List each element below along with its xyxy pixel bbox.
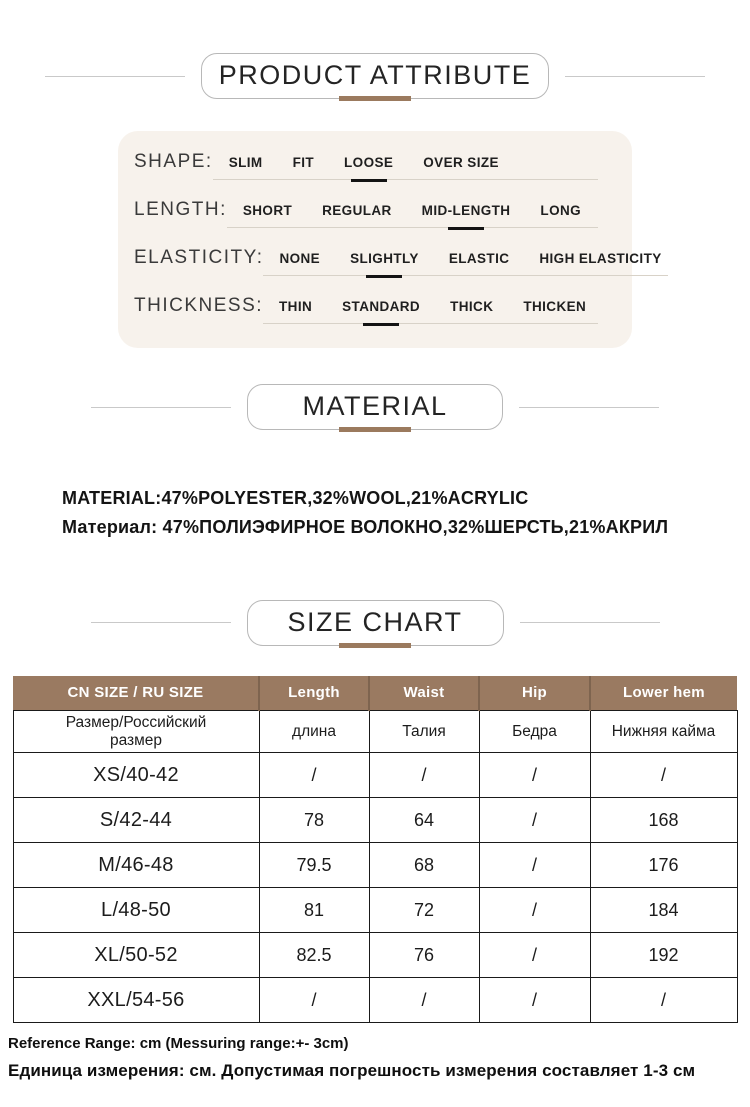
header-ru-cell-size xyxy=(13,711,259,753)
cell-hip: / xyxy=(479,753,590,798)
attribute-option: LOOSE xyxy=(344,155,394,170)
cell-hip: / xyxy=(479,933,590,978)
cell-waist: / xyxy=(369,753,479,798)
attribute-options xyxy=(263,248,667,276)
title-left-line xyxy=(45,76,185,77)
size-row-xxl xyxy=(13,978,737,1023)
attribute-row-elasticity xyxy=(134,247,662,276)
cell-lower-hem: 176 xyxy=(590,843,737,888)
attribute-panel xyxy=(118,131,662,348)
attribute-label: ELASTICITY: xyxy=(134,247,264,268)
cell-length: / xyxy=(259,753,369,798)
title-right-line xyxy=(519,407,659,408)
attribute-option: NONE xyxy=(279,251,321,266)
cell-waist: 64 xyxy=(369,798,479,843)
attribute-option: SLIM xyxy=(228,155,263,170)
title-accent-bar xyxy=(339,643,411,648)
product-detail-page xyxy=(0,53,750,1107)
attribute-option: FIT xyxy=(292,155,315,170)
cell-waist: / xyxy=(369,978,479,1023)
cell-length: 78 xyxy=(259,798,369,843)
size-table-header-row-ru xyxy=(13,711,737,753)
size-chart-section xyxy=(0,600,750,1082)
product-attribute-title: PRODUCT ATTRIBUTE xyxy=(218,60,532,90)
attribute-options xyxy=(213,152,598,180)
size-chart-title-box xyxy=(247,600,504,646)
product-attribute-title-row xyxy=(0,53,750,99)
title-accent-bar xyxy=(339,427,411,432)
cell-hip: / xyxy=(479,978,590,1023)
title-right-line xyxy=(520,622,660,623)
attribute-row-thickness xyxy=(134,295,616,324)
size-chart-table xyxy=(13,676,738,1024)
size-row-xs xyxy=(13,753,737,798)
attribute-option: REGULAR xyxy=(322,203,392,218)
attribute-option: THICK xyxy=(450,299,494,314)
title-left-line xyxy=(91,407,231,408)
cell-waist: 68 xyxy=(369,843,479,888)
cell-waist: 72 xyxy=(369,888,479,933)
size-table-header-row xyxy=(13,676,737,711)
attribute-row-length xyxy=(134,199,616,228)
cell-hip: / xyxy=(479,843,590,888)
attribute-option: THICKEN xyxy=(523,299,587,314)
cell-lower-hem: 184 xyxy=(590,888,737,933)
size-chart-title-row xyxy=(0,600,750,646)
material-composition xyxy=(62,484,730,542)
cell-length: / xyxy=(259,978,369,1023)
header-cell-lower-hem: Lower hem xyxy=(590,676,737,711)
header-cell-waist: Waist xyxy=(369,676,479,711)
attribute-options xyxy=(227,200,598,228)
attribute-option: ELASTIC xyxy=(448,251,510,266)
material-composition-ru: Материал: 47%ПОЛИЭФИРНОЕ ВОЛОКНО,32%ШЕРСТЬ,21%АКРИЛ xyxy=(62,516,669,537)
attribute-option: MID-LENGTH xyxy=(421,203,511,218)
attribute-option: LONG xyxy=(540,203,582,218)
size-row-s xyxy=(13,798,737,843)
attribute-option: SHORT xyxy=(242,203,293,218)
header-cell-length: Length xyxy=(259,676,369,711)
cell-lower-hem: 192 xyxy=(590,933,737,978)
cell-size: M/46-48 xyxy=(13,843,259,888)
cell-lower-hem: 168 xyxy=(590,798,737,843)
header-ru-size-label: Размер/Российский размер xyxy=(65,713,207,749)
material-composition-en: MATERIAL:47%POLYESTER,32%WOOL,21%ACRYLIC xyxy=(62,488,529,508)
attribute-option: HIGH ELASTICITY xyxy=(539,251,662,266)
note-reference-range-ru: Единица измерения: см. Допустимая погрешность измерения составляет 1-3 см xyxy=(8,1061,696,1081)
attribute-option: OVER SIZE xyxy=(423,155,499,170)
header-ru-cell-lower-hem: Нижняя кайма xyxy=(590,711,737,753)
measurement-notes xyxy=(8,1035,750,1081)
product-attribute-title-box xyxy=(201,53,549,99)
cell-waist: 76 xyxy=(369,933,479,978)
attribute-label: SHAPE: xyxy=(134,151,213,172)
size-row-l xyxy=(13,888,737,933)
attribute-label: LENGTH: xyxy=(134,199,227,220)
attribute-option: THIN xyxy=(279,299,313,314)
cell-length: 81 xyxy=(259,888,369,933)
cell-size: L/48-50 xyxy=(13,888,259,933)
header-ru-cell-waist: Талия xyxy=(369,711,479,753)
cell-hip: / xyxy=(479,888,590,933)
material-title-row xyxy=(0,384,750,430)
attribute-options xyxy=(263,296,598,324)
header-ru-cell-length: длина xyxy=(259,711,369,753)
cell-size: S/42-44 xyxy=(13,798,259,843)
product-attribute-section xyxy=(0,53,750,348)
attribute-row-shape xyxy=(134,151,616,180)
header-cell-hip: Hip xyxy=(479,676,590,711)
material-title: MATERIAL xyxy=(302,391,448,421)
cell-lower-hem: / xyxy=(590,753,737,798)
material-section xyxy=(0,384,750,542)
cell-length: 79.5 xyxy=(259,843,369,888)
cell-size: XL/50-52 xyxy=(13,933,259,978)
note-reference-range: Reference Range: cm (Messuring range:+- 3cm) xyxy=(8,1035,349,1053)
header-cell-size: CN SIZE / RU SIZE xyxy=(13,676,259,711)
size-row-xl xyxy=(13,933,737,978)
cell-size: XS/40-42 xyxy=(13,753,259,798)
cell-size: XXL/54-56 xyxy=(13,978,259,1023)
cell-hip: / xyxy=(479,798,590,843)
attribute-option: STANDARD xyxy=(342,299,421,314)
size-row-m xyxy=(13,843,737,888)
header-ru-cell-hip: Бедра xyxy=(479,711,590,753)
title-right-line xyxy=(565,76,705,77)
title-left-line xyxy=(91,622,231,623)
cell-length: 82.5 xyxy=(259,933,369,978)
title-accent-bar xyxy=(339,96,411,101)
material-title-box xyxy=(247,384,503,430)
attribute-label: THICKNESS: xyxy=(134,295,264,316)
attribute-option: SLIGHTLY xyxy=(350,251,419,266)
size-chart-title: SIZE CHART xyxy=(287,606,463,637)
cell-lower-hem: / xyxy=(590,978,737,1023)
